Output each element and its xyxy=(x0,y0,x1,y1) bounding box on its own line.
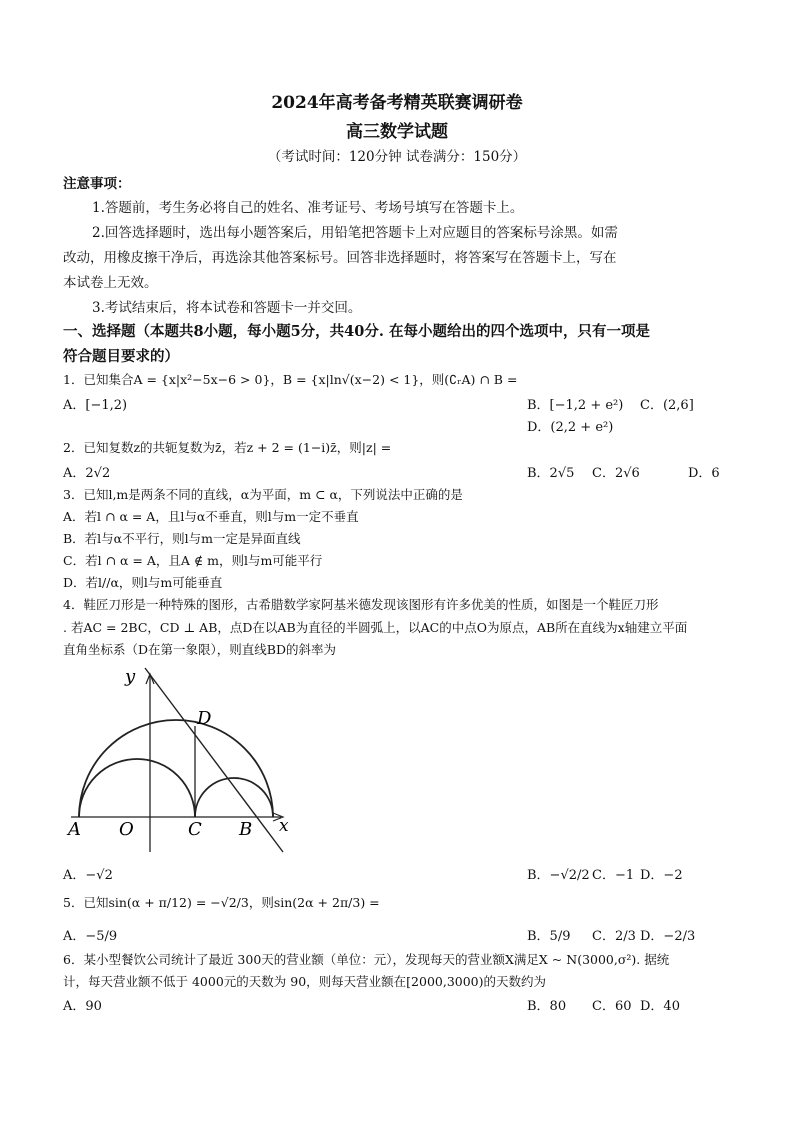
question-2-option-b: B．2√5 xyxy=(527,466,575,481)
notice-item-2-cont: 本试卷上无效。 xyxy=(63,275,158,291)
question-2-option-d: D．6 xyxy=(688,466,720,481)
question-5-stem: 5．已知sin(α + π/12) = −√2/3，则sin(2α + 2π/3) = xyxy=(63,895,380,910)
question-4-option-c: C．−1 xyxy=(592,868,635,883)
notice-item-1: 1.答题前，考生务必将自己的姓名、准考证号、考场号填写在答题卡上。 xyxy=(92,200,524,216)
question-2-option-c: C．2√6 xyxy=(592,466,640,481)
question-6-option-c: C．60 xyxy=(592,999,632,1014)
question-6-stem-cont: 计，每天营业额不低于 4000元的天数为 90，则每天营业额在[2000,3000)的天数约为 xyxy=(63,974,547,989)
question-1-option-c: C．(2,6] xyxy=(640,398,694,413)
question-3-option-c: C．若l ∩ α = A，且A ∉ m，则l与m可能平行 xyxy=(63,553,323,568)
exam-title: 2024年高考备考精英联赛调研卷 xyxy=(271,93,523,113)
semicircle-ab xyxy=(79,720,273,817)
semicircle-ac xyxy=(79,759,195,817)
question-6-option-a: A．90 xyxy=(63,999,102,1014)
question-2-stem: 2．已知复数z的共轭复数为z̄，若z + 2 = (1−i)z̄，则|z| = xyxy=(63,440,392,455)
section-heading: 一、选择题（本题共8小题，每小题5分，共40分. 在每小题给出的四个选项中，只有一项是 xyxy=(63,323,650,340)
notice-item-2-cont: 改动，用橡皮擦干净后，再选涂其他答案标号。回答非选择题时，将答案写在答题卡上，写在 xyxy=(63,250,617,266)
question-5-option-c: C．2/3 xyxy=(592,929,636,944)
question-5-option-d: D．−2/3 xyxy=(640,929,696,944)
label-b: B xyxy=(239,819,253,840)
question-1-option-d: D．(2,2 + e²) xyxy=(527,420,614,435)
question-4-stem-cont: 直角坐标系（D在第一象限），则直线BD的斜率为 xyxy=(63,642,336,657)
question-4-option-b: B．−√2/2 xyxy=(527,868,590,883)
question-5-option-b: B．5/9 xyxy=(527,929,571,944)
label-y: y xyxy=(125,666,136,687)
label-d: D xyxy=(197,708,212,729)
exam-subject: 高三数学试题 xyxy=(346,122,448,142)
exam-info: （考试时间：120分钟 试卷满分：150分） xyxy=(267,149,527,165)
question-3-option-a: A．若l ∩ α = A，且l与α不垂直，则l与m一定不垂直 xyxy=(63,509,359,524)
label-a: A xyxy=(68,819,81,840)
question-1-stem: 1．已知集合A = {x|x²−5x−6 > 0}，B = {x|ln√(x−2) < 1}，则(∁ᵣA) ∩ B = xyxy=(63,372,518,387)
question-4-stem: 4．鞋匠刀形是一种特殊的图形，古希腊数学家阿基米德发现该图形有许多优美的性质，如图是一个鞋匠刀形 xyxy=(63,597,659,612)
section-heading-cont: 符合题目要求的） xyxy=(63,348,179,365)
question-4-stem-cont: . 若AC = 2BC，CD ⊥ AB，点D在以AB为直径的半圆弧上，以AC的中点O为原点，AB所在直线为x轴建立平面 xyxy=(63,620,688,635)
shoemaker-knife-figure xyxy=(63,662,303,858)
question-6-option-d: D．40 xyxy=(640,999,680,1014)
notice-item-2: 2.回答选择题时，选出每小题答案后，用铅笔把答题卡上对应题目的答案标号涂黑。如需 xyxy=(92,225,618,241)
label-c: C xyxy=(188,819,202,840)
notice-item-3: 3.考试结束后，将本试卷和答题卡一并交回。 xyxy=(92,300,362,316)
question-4-option-d: D．−2 xyxy=(640,868,683,883)
question-6-stem: 6．某小型餐饮公司统计了最近 300天的营业额（单位：元），发现每天的营业额X满足X ~ N(3000,σ²). 据统 xyxy=(63,952,670,967)
question-1-option-a: A．[−1,2) xyxy=(63,398,128,413)
question-3-stem: 3．已知l,m是两条不同的直线，α为平面，m ⊂ α，下列说法中正确的是 xyxy=(63,487,463,502)
question-1-option-b: B．[−1,2 + e²) xyxy=(527,398,624,413)
notice-heading: 注意事项： xyxy=(63,176,131,192)
question-6-option-b: B．80 xyxy=(527,999,567,1014)
question-3-option-d: D．若l//α，则l与m可能垂直 xyxy=(63,575,223,590)
question-5-option-a: A．−5/9 xyxy=(63,929,118,944)
label-o: O xyxy=(119,819,134,840)
label-x: x xyxy=(279,816,289,836)
question-2-option-a: A．2√2 xyxy=(63,466,111,481)
question-3-option-b: B．若l与α不平行，则l与m一定是异面直线 xyxy=(63,531,301,546)
semicircle-cb xyxy=(195,778,273,817)
line-bd xyxy=(145,668,283,852)
question-4-option-a: A．−√2 xyxy=(63,868,113,883)
